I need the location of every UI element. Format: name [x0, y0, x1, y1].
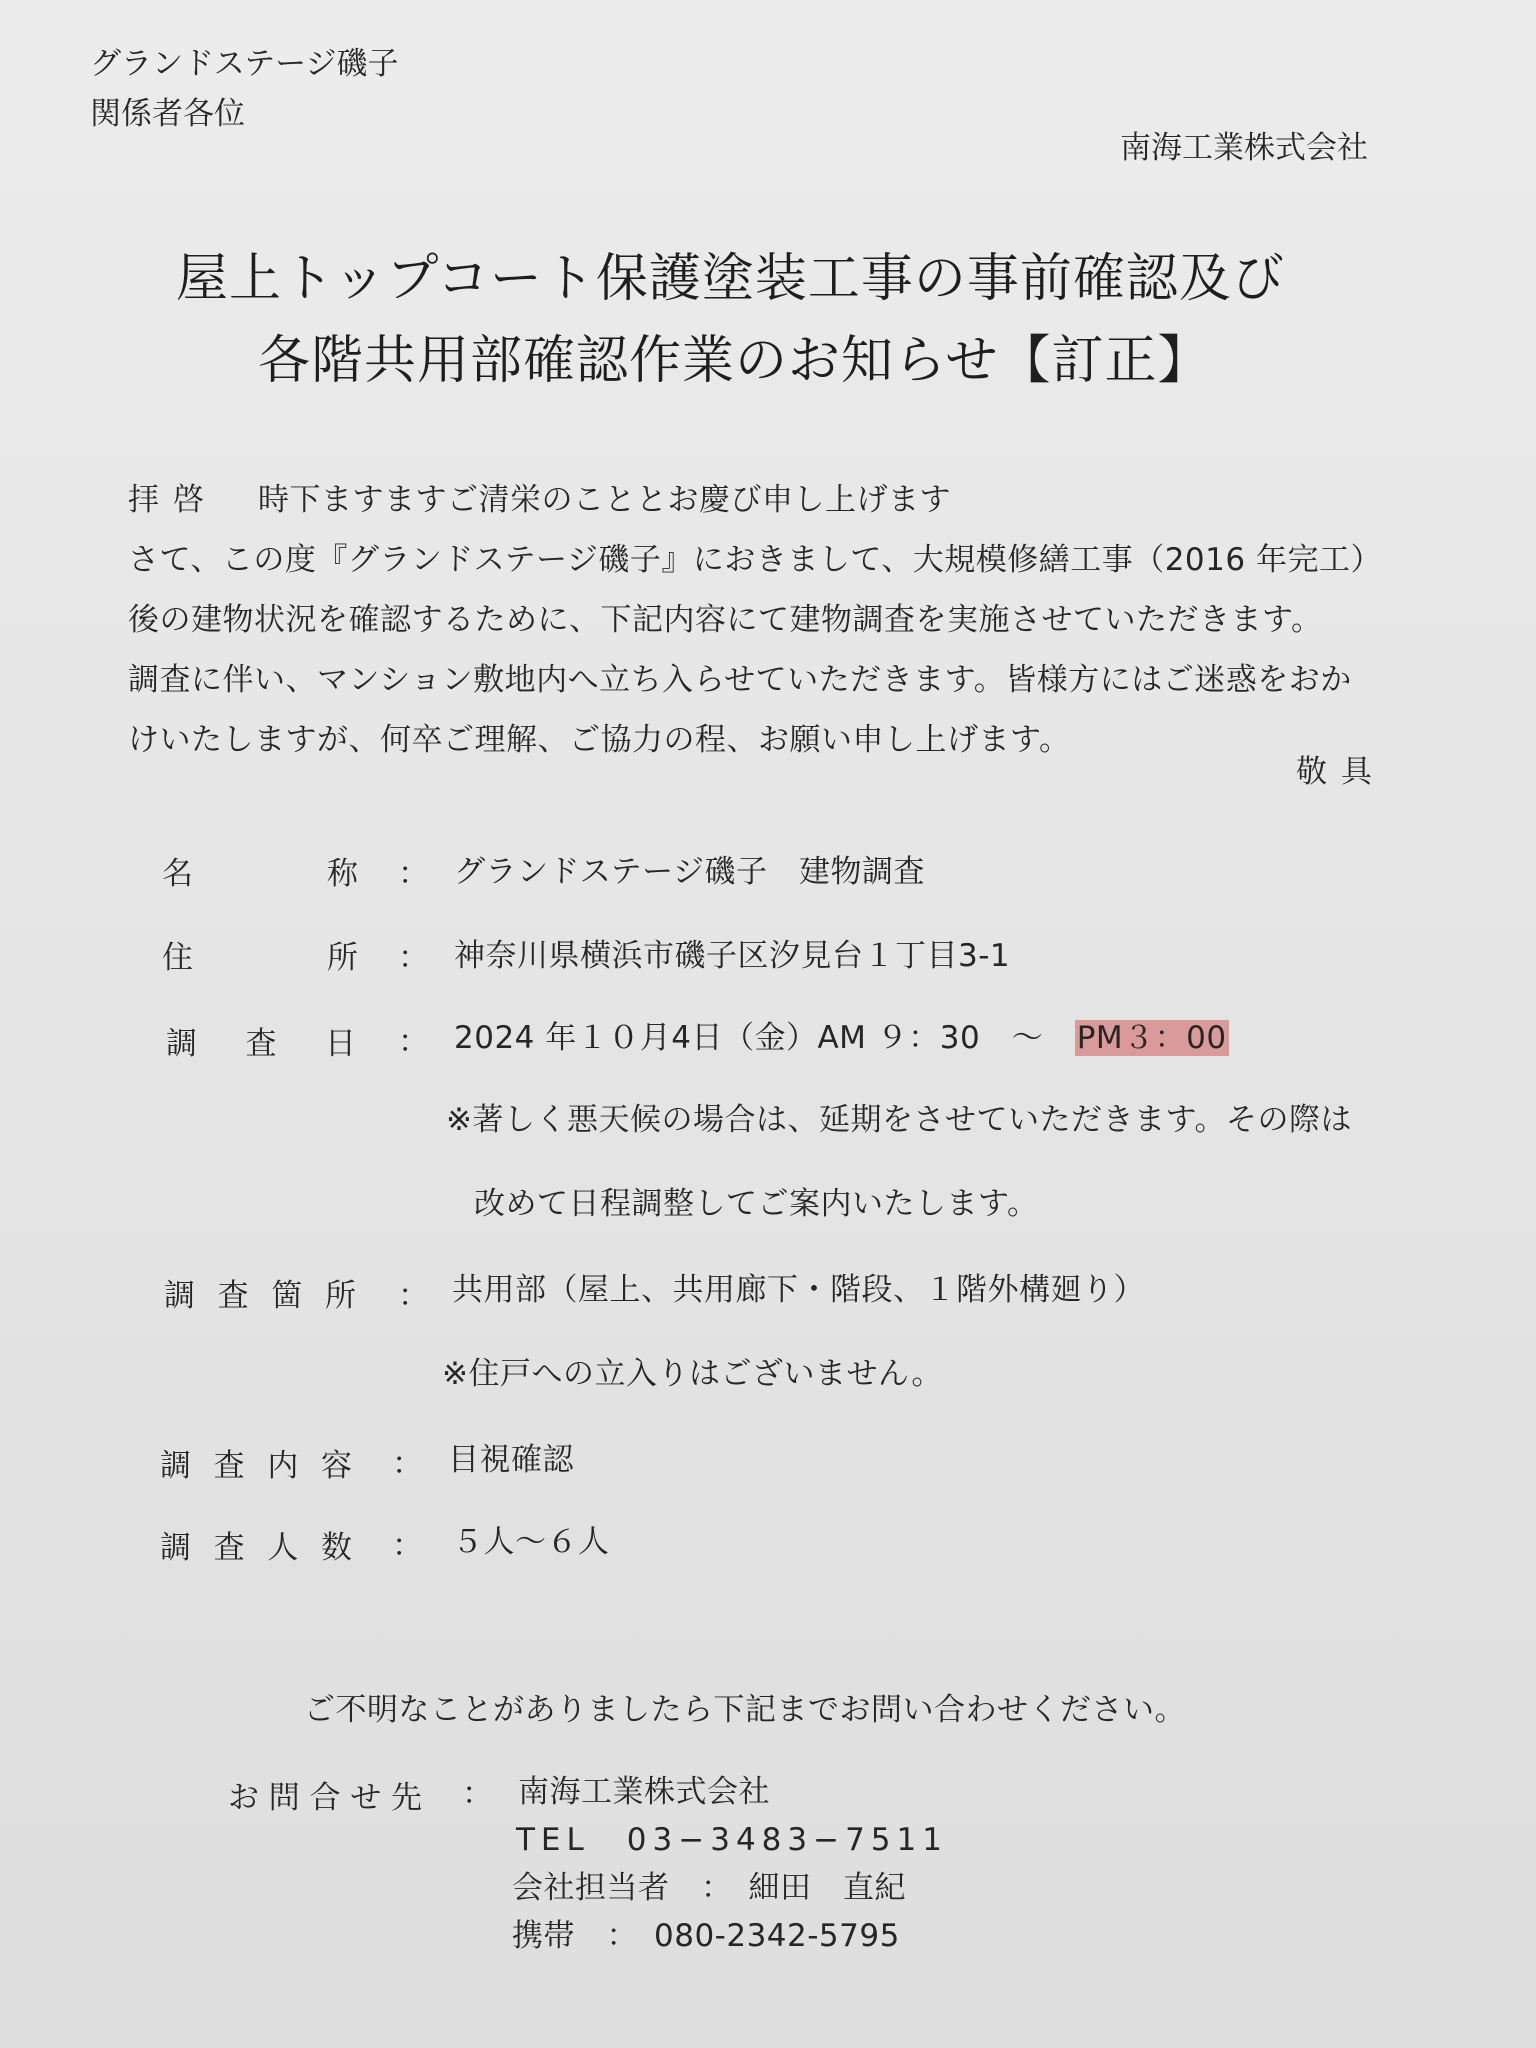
colon: ： — [398, 940, 429, 976]
address-value: 神奈川県横浜市磯子区汐見台１丁目3-1 — [454, 938, 1011, 974]
greeting — [128, 474, 951, 519]
body-line: 後の建物状況を確認するために、下記内容にて建物調査を実施させていただきます。 — [128, 602, 1323, 638]
colon: ： — [398, 856, 429, 892]
colon: ： — [398, 1278, 429, 1314]
body-line: けいたしますが、何卒ご理解、ご協力の程、お願い申し上げます。 — [128, 722, 1071, 758]
title-line-2: 各階共用部確認作業のお知らせ【訂正】 — [258, 331, 1211, 391]
tel-number: TEL 03−3483−7511 — [516, 1822, 948, 1858]
greeting-text: 時下ますますご清栄のこととお慶び申し上げます — [258, 482, 951, 518]
name-label: 名 称 — [162, 856, 358, 892]
greeting-label: 拝啓 — [128, 482, 218, 518]
date-label: 調 査 日 — [166, 1026, 356, 1062]
colon: ： — [392, 1446, 423, 1482]
content-label: 調 査 内 容 — [160, 1448, 352, 1484]
people-value: ５人～６人 — [452, 1524, 610, 1560]
date-value — [454, 1012, 1229, 1057]
mobile-number: 携帯 ： 080-2342-5795 — [512, 1918, 900, 1954]
colon: ： — [398, 1024, 429, 1060]
highlighted-end-time: PM３：00 — [1076, 1020, 1227, 1056]
body-line: さて、この度『グランドステージ磯子』におきまして、大規模修繕工事（2016 年完工） — [128, 542, 1382, 578]
date-note-2: 改めて日程調整してご案内いたします。 — [474, 1186, 1039, 1222]
date-note-1: ※著しく悪天候の場合は、延期をさせていただきます。その際は — [446, 1102, 1352, 1138]
recipient-parties: 関係者各位 — [90, 96, 245, 132]
people-label: 調 査 人 数 — [160, 1530, 352, 1566]
inquiry-lead: ご不明なことがありましたら下記までお問い合わせください。 — [304, 1692, 1186, 1728]
body-line: 調査に伴い、マンション敷地内へ立ち入らせていただきます。皆様方にはご迷惑をおか — [128, 662, 1352, 698]
inquiry-company: 南海工業株式会社 — [518, 1774, 770, 1810]
sender-company: 南海工業株式会社 — [1120, 130, 1368, 166]
contact-person: 会社担当者 ： 細田 直紀 — [512, 1870, 906, 1906]
closing: 敬具 — [1296, 754, 1386, 790]
date-text: 2024 年１０月4日（金）AM ９：30 ～ — [454, 1020, 1075, 1056]
name-value: グランドステージ磯子 建物調査 — [454, 854, 925, 890]
location-note: ※住戸への立入りはございません。 — [442, 1356, 943, 1392]
title-line-1: 屋上トップコート保護塗装工事の事前確認及び — [176, 249, 1285, 309]
location-label: 調 査 箇 所 — [164, 1278, 356, 1314]
colon: ： — [392, 1528, 423, 1564]
recipient-building: グランドステージ磯子 — [90, 46, 399, 82]
address-label: 住 所 — [162, 940, 358, 976]
content-value: 目視確認 — [448, 1442, 574, 1478]
location-value: 共用部（屋上、共用廊下・階段、１階外構廻り） — [452, 1272, 1145, 1308]
colon: ： — [462, 1776, 493, 1812]
inquiry-label: お 問 合 せ 先 — [228, 1780, 422, 1816]
